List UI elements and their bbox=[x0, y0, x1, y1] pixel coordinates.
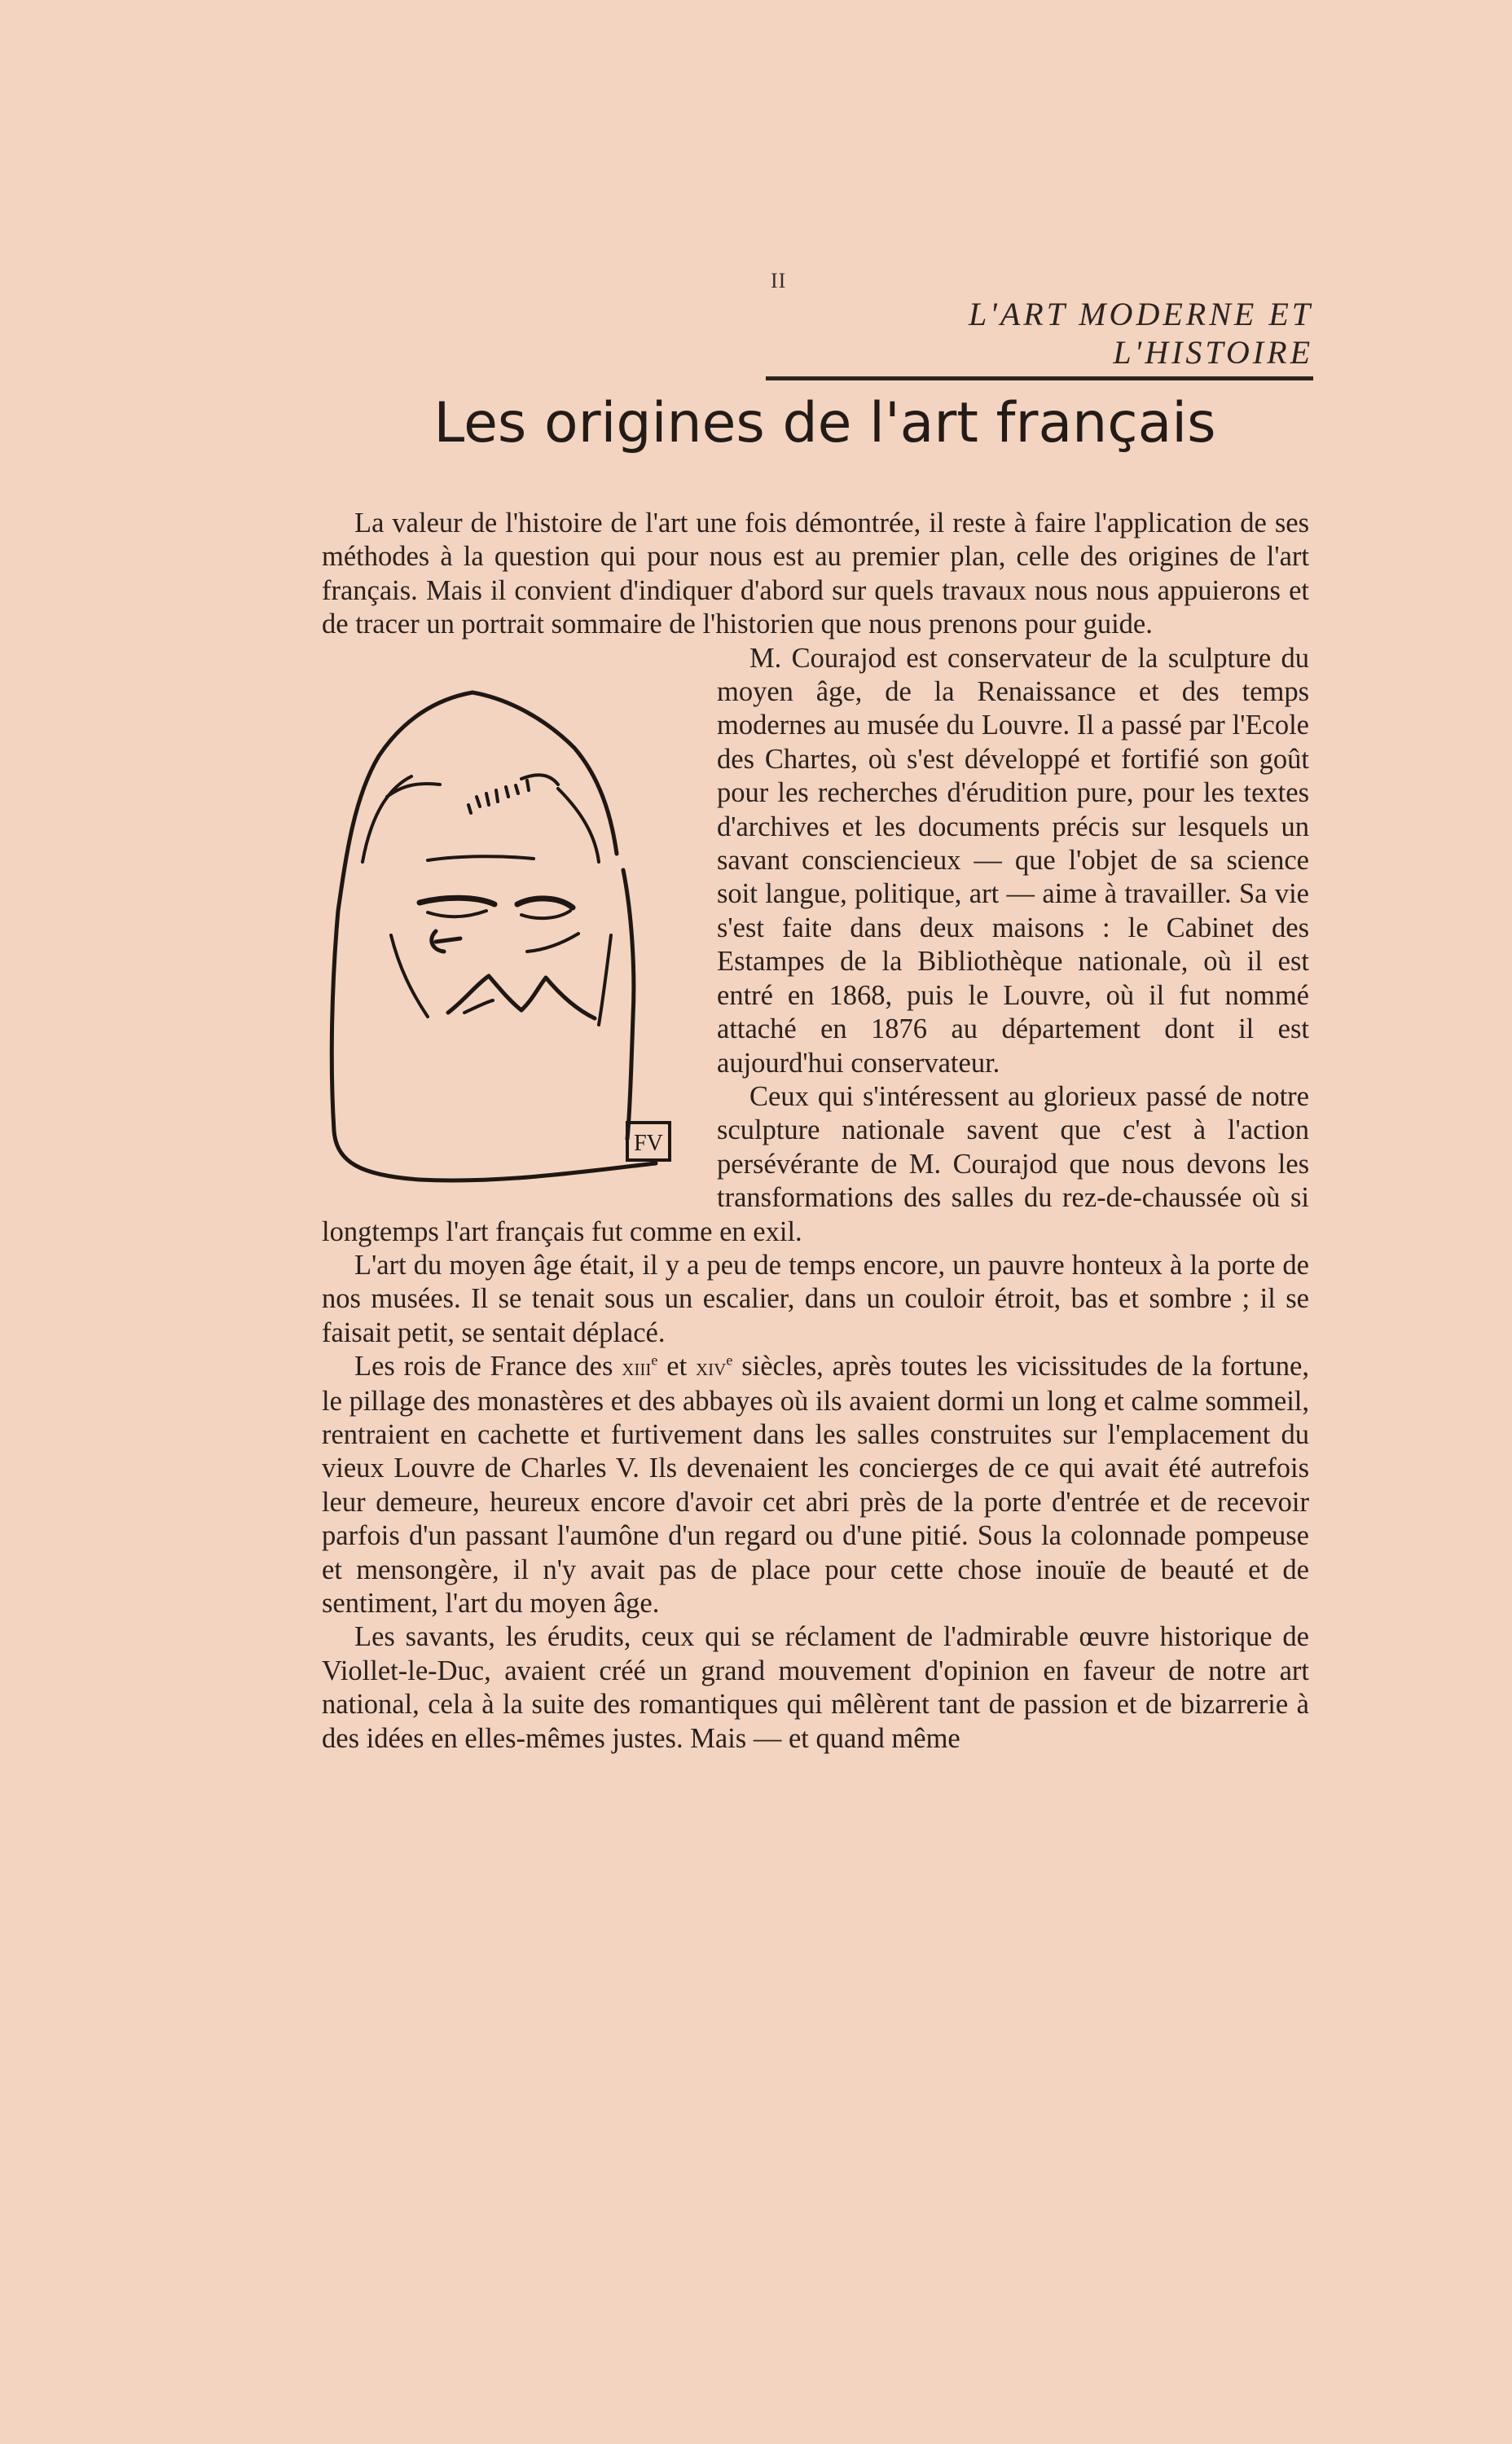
caricature-drawing bbox=[314, 642, 705, 1204]
monogram-mark bbox=[627, 1123, 670, 1160]
paragraph-6: Les savants, les érudits, ceux qui se réclament de l'admirable œuvre historique de Viollet-le-Duc, avaient créé un grand mouvement d'opinion en faveur de notre art national, cela à la suite des romantiques qui mêlèrent tant de passion et de bizarrerie à des idées en elles-mêmes justes. Mais — et quand même bbox=[322, 1621, 1309, 1754]
paragraph-4: L'art du moyen âge était, il y a peu de temps encore, un pauvre honteux à la porte de nos musées. Il se tenait sous un escalier, dans un couloir étroit, bas et sombre ; il se faisait petit, se sentait déplacé. bbox=[322, 1249, 1309, 1348]
paragraph-2: M. Courajod est conservateur de la sculpture du moyen âge, de la Renaissance et des temps modernes au musée du Louvre. Il a passé par l'Ecole des Chartes, où s'est développé et fortifié son goût pour les recherches d'érudition pure, pour les textes d'archives et les documents précis sur lesquels un savant consciencieux — que l'objet de sa science soit langue, politique, art — aime à travailler. Sa vie s'est faite dans deux maisons : le Cabinet des Estampes de la Bibliothèque nationale, où il est entré en 1868, puis le Louvre, où il fut nommé attaché en 1876 au département dont il est aujourd'hui conservateur. bbox=[717, 642, 1309, 1079]
article-title: Les origines de l'art français bbox=[433, 391, 1216, 455]
svg-text:FV: FV bbox=[634, 1130, 663, 1156]
paragraph-1: La valeur de l'histoire de l'art une fois démontrée, il reste à faire l'application de ses méthodes à la question qui pour nous est au premier plan, celle des origines de l'art français. Mais il convient d'indiquer d'abord sur quels travaux nous nous appuierons et de tracer un portrait sommaire de l'historien que nous prenons pour guide. bbox=[322, 508, 1309, 640]
portrait-illustration bbox=[314, 642, 717, 1204]
running-head: L'ART MODERNE ET L'HISTOIRE bbox=[766, 295, 1313, 380]
article-body bbox=[322, 507, 1309, 1756]
paragraph-5: Les rois de France des xiii$^e$ et xiv$^e$ siècles, après toutes les vicissitudes de la fortune, le pillage des monastères et des abbayes où ils avaient dormi un long et calme sommeil, rentraient en cachette et furtivement dans les salles construites sur l'emplacement du vieux Louvre de Charles V. Ils devenaient les concierges de ce qui avait été autrefois leur demeure, heureux encore d'avoir cet abri près de la porte d'entrée et de recevoir parfois d'un passant l'aumône d'un regard ou d'une pitié. Sous la colonnade pompeuse et mensongère, il n'y avait pas de place pour cette chose inouïe de beauté et de sentiment, l'art du moyen âge. bbox=[322, 1351, 1309, 1619]
paragraph-3: Ceux qui s'intéressent au glorieux passé de notre sculpture nationale savent que c'est à l'action persévérante de M. Courajod que nous devons les transformations des salles du rez-de-chaussée où si longtemps l'art français fut comme en exil. bbox=[322, 1080, 1309, 1247]
page-number: II bbox=[771, 269, 787, 292]
